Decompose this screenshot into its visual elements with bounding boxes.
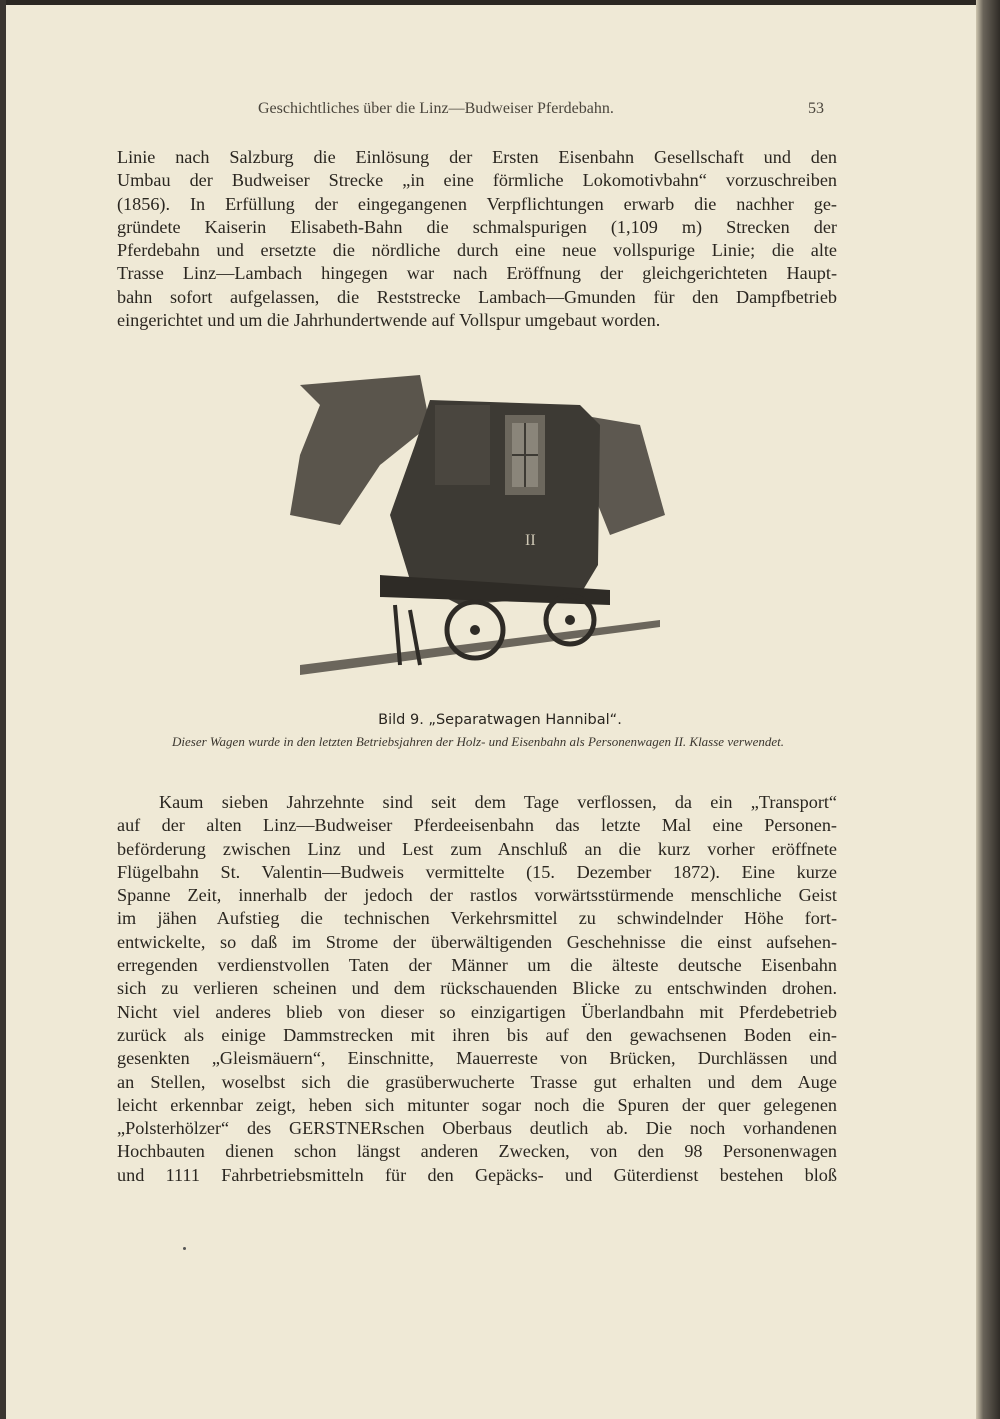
- running-title: Geschichtliches über die Linz—Budweiser Pferdebahn.: [258, 100, 614, 117]
- figure-title: Bild 9. „Separatwagen Hannibal“.: [378, 712, 622, 728]
- text-line: Pferdebahn und ersetzte die nördliche durch eine neue vollspurige Linie; die alte: [117, 240, 837, 261]
- text-line: Spanne Zeit, innerhalb der jedoch der rastlos vorwärtsstürmende menschliche Geist: [117, 885, 837, 906]
- door-numeral: II: [525, 532, 536, 549]
- text-line: an Stellen, woselbst sich die grasüberwucherte Trasse gut erhalten und dem Auge: [117, 1071, 837, 1092]
- scan-edge-left: [0, 0, 6, 1419]
- text-line: Trasse Linz—Lambach hingegen war nach Eröffnung der gleichgerichteten Haupt-: [117, 263, 837, 284]
- scan-edge-top: [0, 0, 1000, 5]
- text-line: bahn sofort aufgelassen, die Reststrecke Lambach—Gmunden für den Dampfbetrieb: [117, 286, 837, 307]
- text-line: gesenkten „Gleismäuern“, Einschnitte, Mauerreste von Brücken, Durchlässen und: [117, 1048, 837, 1069]
- text-line: und 1111 Fahrbetriebsmitteln für den Gepäcks- und Güterdienst bestehen bloß: [117, 1164, 837, 1185]
- paragraph-1: [117, 146, 837, 332]
- figure-caption: Dieser Wagen wurde in den letzten Betriebsjahren der Holz- und Eisenbahn als Personenwagen II. Klasse verwendet.: [172, 734, 784, 749]
- text-line: eingerichtet und um die Jahrhundertwende auf Vollspur umgebaut worden.: [117, 310, 661, 331]
- text-line: Kaum sieben Jahrzehnte sind seit dem Tage verflossen, da ein „Transport“: [159, 792, 837, 812]
- text-line: zurück als einige Dammstrecken mit ihren bis auf den gewachsenen Boden ein-: [117, 1024, 837, 1045]
- text-line: Flügelbahn St. Valentin—Budweis vermittelte (15. Dezember 1872). Eine kurze: [117, 861, 837, 882]
- text-line: „Polsterhölzer“ des GERSTNERschen Oberbaus deutlich ab. Die noch vorhandenen: [117, 1118, 837, 1139]
- text-line: gründete Kaiserin Elisabeth-Bahn die schmalspurigen (1,109 m) Strecken der: [117, 216, 837, 237]
- text-line: auf der alten Linz—Budweiser Pferdeeisenbahn das letzte Mal eine Personen-: [117, 815, 837, 836]
- text-line: Hochbauten dienen schon längst anderen Zwecken, von den 98 Personenwagen: [117, 1141, 837, 1162]
- page-number: 53: [808, 100, 824, 117]
- paragraph-2: [117, 791, 837, 1187]
- text-line: erregenden verdienstvollen Taten der Männer um die älteste deutsche Eisenbahn: [117, 955, 837, 976]
- text-line: entwickelte, so daß im Strome der überwältigenden Geschehnisse die einst aufsehen-: [117, 931, 837, 952]
- scan-speck: [183, 1247, 186, 1250]
- text-line: Umbau der Budweiser Strecke „in eine förmliche Lokomotivbahn“ vorzuschreiben: [117, 170, 837, 191]
- text-line: leicht erkennbar zeigt, heben sich mitunter sogar noch die Spuren der quer gelegenen: [117, 1094, 837, 1115]
- carriage-photo: [280, 365, 670, 685]
- text-line: im jähen Aufstieg die technischen Verkehrsmittel zu schwindelnder Höhe fort-: [117, 908, 837, 929]
- scan-edge-right: [976, 0, 1000, 1419]
- text-line: Nicht viel anderes blieb von dieser so einzigartigen Überlandbahn mit Pferdebetrieb: [117, 1001, 837, 1022]
- text-line: Linie nach Salzburg die Einlösung der Ersten Eisenbahn Gesellschaft und den: [117, 147, 837, 167]
- running-header: [258, 100, 824, 118]
- text-line: sich zu verlieren scheinen und dem rückschauenden Blicke zu entschwinden drohen.: [117, 978, 837, 999]
- text-line: (1856). In Erfüllung der eingegangenen Verpflichtungen erwarb die nachher ge-: [117, 193, 837, 214]
- text-line: beförderung zwischen Linz und Lest zum Anschluß an die kurz vorher eröffnete: [117, 838, 837, 859]
